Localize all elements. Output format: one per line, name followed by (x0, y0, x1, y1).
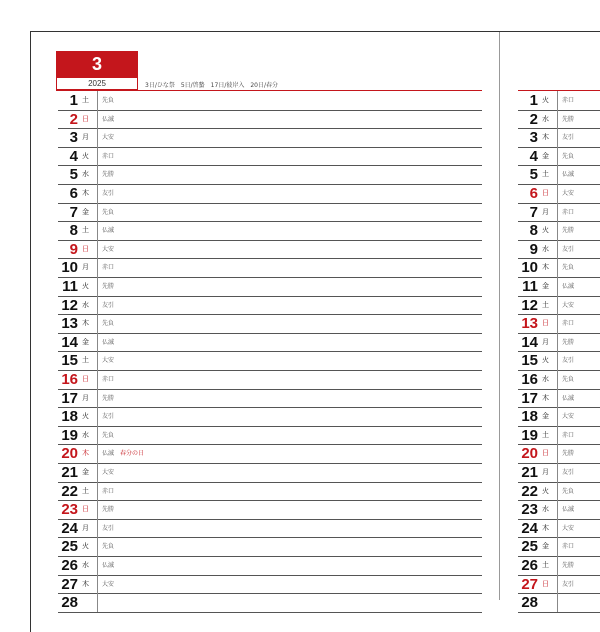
day-number: 10 (61, 259, 78, 277)
day-number: 5 (69, 166, 78, 184)
column-divider (97, 389, 98, 408)
rokuyo-label: 先負 (102, 208, 115, 216)
day-number: 23 (521, 501, 538, 519)
day-row (518, 444, 600, 464)
day-row (58, 407, 482, 427)
weekday-label: 火 (82, 151, 89, 160)
day-number: 26 (61, 557, 78, 574)
column-divider (97, 296, 98, 315)
weekday-label: 月 (82, 133, 89, 142)
holiday-label: 春分の日 (120, 450, 145, 458)
day-number: 20 (61, 445, 78, 463)
rokuyo-label: 仏滅 (562, 171, 575, 179)
day-row (58, 500, 482, 520)
weekday-label: 金 (542, 412, 549, 421)
rokuyo-label: 赤口 (102, 264, 115, 272)
column-divider (557, 147, 558, 166)
day-row (58, 221, 482, 241)
column-divider (557, 333, 558, 352)
column-divider (557, 463, 558, 482)
rokuyo-label: 仏滅 (102, 227, 115, 235)
day-row (518, 593, 600, 613)
day-row (518, 500, 600, 520)
weekday-label: 水 (82, 561, 89, 569)
day-number: 27 (521, 575, 538, 593)
day-number: 17 (521, 389, 538, 407)
weekday-label: 日 (542, 579, 549, 588)
weekday-label: 土 (82, 226, 89, 235)
rokuyo-label: 赤口 (102, 376, 115, 383)
day-row (58, 556, 482, 576)
day-number: 15 (521, 352, 538, 370)
column-divider (97, 519, 98, 538)
day-number: 13 (521, 315, 538, 333)
column-divider (557, 556, 558, 575)
day-row (518, 519, 600, 539)
weekday-label: 土 (542, 561, 549, 569)
rokuyo-label: 赤口 (562, 543, 575, 551)
column-divider (97, 258, 98, 277)
rokuyo-label: 先負 (102, 320, 115, 328)
column-divider (97, 240, 98, 259)
day-row (518, 128, 600, 148)
day-number: 15 (61, 352, 78, 370)
weekday-label: 金 (542, 282, 549, 290)
rokuyo-label: 先勝 (102, 394, 115, 402)
weekday-label: 日 (82, 375, 89, 383)
day-number: 22 (521, 482, 538, 500)
weekday-label: 水 (542, 375, 549, 383)
day-number: 28 (521, 594, 538, 612)
rokuyo-label: 仏滅 (102, 562, 115, 569)
rokuyo-label: 先勝 (102, 506, 115, 514)
rokuyo-label: 友引 (102, 301, 115, 309)
day-row (58, 537, 482, 557)
column-divider (97, 407, 98, 426)
day-row (518, 258, 600, 278)
weekday-label: 土 (542, 170, 549, 179)
day-row (518, 221, 600, 241)
day-row (518, 110, 600, 130)
day-row (58, 389, 482, 409)
column-divider (557, 184, 558, 203)
rokuyo-label: 大安 (562, 413, 575, 421)
weekday-label: 土 (82, 96, 89, 104)
day-row (58, 370, 482, 390)
day-number: 7 (69, 203, 78, 221)
day-row (518, 537, 600, 557)
day-number: 7 (529, 203, 538, 221)
day-number: 18 (521, 408, 538, 426)
weekday-label: 金 (542, 542, 549, 551)
day-number: 11 (62, 278, 78, 295)
column-divider (97, 128, 98, 147)
day-number: 5 (529, 166, 538, 184)
weekday-label: 火 (542, 96, 549, 104)
rokuyo-label: 赤口 (102, 152, 115, 160)
page-gutter (499, 32, 500, 600)
rokuyo-label: 友引 (562, 357, 575, 365)
rokuyo-label: 赤口 (102, 487, 115, 495)
rokuyo-label: 大安 (102, 245, 115, 253)
rokuyo-label: 友引 (562, 245, 575, 253)
weekday-label: 月 (82, 523, 89, 532)
day-row (58, 593, 482, 613)
column-divider (97, 91, 98, 110)
rokuyo-label: 先勝 (562, 562, 575, 569)
column-divider (557, 500, 558, 519)
day-number: 22 (61, 482, 78, 500)
column-divider (557, 351, 558, 370)
column-divider (557, 110, 558, 129)
column-divider (97, 351, 98, 370)
column-divider (557, 258, 558, 277)
column-divider (557, 203, 558, 222)
day-row (58, 314, 482, 334)
rokuyo-label: 赤口 (562, 320, 575, 328)
day-row (58, 110, 482, 130)
weekday-label: 水 (82, 430, 89, 439)
column-divider (557, 91, 558, 110)
day-number: 12 (61, 296, 78, 314)
day-number: 25 (521, 538, 538, 556)
weekday-label: 木 (82, 449, 89, 458)
day-number: 20 (521, 445, 538, 463)
column-divider (97, 575, 98, 594)
rokuyo-label: 先負 (562, 264, 575, 272)
day-number: 6 (69, 185, 78, 202)
rokuyo-label: 友引 (102, 413, 115, 421)
rokuyo-label: 仏滅 (562, 283, 575, 290)
day-row (518, 165, 600, 185)
rokuyo-label: 先負 (562, 487, 575, 495)
column-divider (557, 370, 558, 389)
day-row (58, 258, 482, 278)
weekday-label: 水 (542, 114, 549, 123)
day-number: 26 (521, 557, 538, 574)
day-number: 27 (61, 575, 78, 593)
rokuyo-label: 先勝 (102, 283, 115, 290)
day-row (58, 463, 482, 483)
day-row (518, 147, 600, 167)
day-row (518, 184, 600, 204)
column-divider (97, 593, 98, 612)
day-row (58, 184, 482, 204)
day-number: 6 (529, 185, 538, 202)
column-divider (557, 296, 558, 315)
day-number: 3 (69, 129, 78, 147)
day-row (518, 463, 600, 483)
weekday-label: 土 (82, 356, 89, 365)
day-row (518, 389, 600, 409)
weekday-label: 木 (542, 263, 549, 272)
column-divider (97, 221, 98, 240)
rokuyo-label: 赤口 (562, 208, 575, 216)
rokuyo-label: 大安 (562, 301, 575, 309)
column-divider (97, 500, 98, 519)
day-number: 16 (521, 371, 538, 388)
weekday-label: 月 (542, 468, 549, 476)
column-divider (557, 277, 558, 296)
weekday-label: 日 (542, 319, 549, 328)
column-divider (97, 463, 98, 482)
column-divider (97, 333, 98, 352)
rokuyo-label: 大安 (102, 357, 115, 365)
day-row (518, 370, 600, 390)
day-row (58, 91, 482, 111)
weekday-label: 火 (542, 486, 549, 495)
day-number: 16 (61, 371, 78, 388)
rokuyo-label: 先勝 (562, 115, 575, 123)
day-row (58, 165, 482, 185)
column-divider (97, 444, 98, 463)
weekday-label: 火 (82, 412, 89, 421)
day-number: 14 (61, 333, 78, 351)
weekday-label: 日 (542, 449, 549, 458)
month-events: 3日/ひな祭 5日/啓蟄 17日/彼岸入 20日/春分 (145, 82, 278, 89)
column-divider (97, 147, 98, 166)
rokuyo-label: 先負 (102, 543, 115, 551)
column-divider (557, 482, 558, 501)
column-divider (97, 165, 98, 184)
weekday-label: 土 (542, 430, 549, 439)
day-number: 1 (69, 92, 78, 109)
weekday-label: 土 (542, 300, 549, 309)
rokuyo-label: 先勝 (562, 338, 575, 346)
weekday-label: 火 (542, 356, 549, 365)
day-row (518, 203, 600, 223)
column-divider (557, 221, 558, 240)
weekday-label: 木 (542, 133, 549, 142)
weekday-label: 金 (82, 468, 89, 476)
rokuyo-label: 友引 (562, 134, 575, 142)
rokuyo-label: 先負 (562, 152, 575, 160)
rokuyo-label: 先勝 (562, 450, 575, 458)
weekday-label: 水 (542, 244, 549, 253)
day-number: 2 (69, 110, 78, 128)
day-number: 19 (521, 426, 538, 444)
column-divider (97, 426, 98, 445)
column-divider (97, 277, 98, 296)
day-number: 8 (69, 222, 78, 240)
day-row (58, 482, 482, 502)
rokuyo-label: 友引 (562, 580, 575, 588)
weekday-label: 月 (542, 207, 549, 216)
column-divider (557, 575, 558, 594)
month-label: 3 (56, 51, 138, 78)
day-number: 24 (521, 519, 538, 537)
column-divider (97, 184, 98, 203)
day-row (518, 351, 600, 371)
day-row (518, 556, 600, 576)
day-number: 25 (61, 538, 78, 556)
rokuyo-label: 大安 (102, 134, 115, 142)
rokuyo-label: 仏滅 (562, 506, 575, 514)
column-divider (557, 314, 558, 333)
column-divider (557, 426, 558, 445)
day-row (518, 407, 600, 427)
column-divider (557, 444, 558, 463)
day-row (518, 91, 600, 111)
weekday-label: 金 (82, 207, 89, 216)
year-label: 2025 (56, 78, 138, 90)
column-divider (557, 165, 558, 184)
weekday-label: 木 (542, 523, 549, 532)
column-divider (557, 128, 558, 147)
day-number: 1 (529, 92, 538, 109)
column-divider (97, 556, 98, 575)
day-row (58, 426, 482, 446)
weekday-label: 水 (82, 170, 89, 179)
column-divider (557, 407, 558, 426)
weekday-label: 木 (82, 189, 89, 197)
rokuyo-label: 大安 (102, 469, 115, 476)
rokuyo-label: 仏滅 春分の日 (102, 450, 145, 458)
rokuyo-label: 先勝 (102, 171, 115, 179)
day-number: 8 (529, 222, 538, 240)
day-row (58, 519, 482, 539)
day-number: 2 (529, 110, 538, 128)
day-row (518, 575, 600, 595)
weekday-label: 月 (542, 337, 549, 346)
weekday-label: 水 (542, 505, 549, 514)
day-row (58, 444, 482, 464)
day-number: 4 (69, 147, 78, 165)
day-row (58, 240, 482, 260)
day-row (58, 147, 482, 167)
day-number: 21 (521, 464, 538, 481)
weekday-label: 火 (82, 282, 89, 290)
rokuyo-label: 先負 (562, 376, 575, 383)
day-row (518, 426, 600, 446)
day-number: 11 (522, 278, 538, 295)
weekday-label: 月 (82, 263, 89, 272)
weekday-label: 日 (542, 189, 549, 197)
rokuyo-label: 仏滅 (102, 338, 115, 346)
rokuyo-label: 大安 (102, 580, 115, 588)
day-row (58, 351, 482, 371)
column-divider (557, 389, 558, 408)
column-divider (97, 482, 98, 501)
day-number: 28 (61, 594, 78, 612)
weekday-label: 火 (542, 226, 549, 235)
weekday-label: 土 (82, 486, 89, 495)
weekday-label: 木 (82, 579, 89, 588)
day-row (518, 277, 600, 297)
day-number: 17 (61, 389, 78, 407)
rokuyo-label: 赤口 (562, 97, 575, 104)
day-number: 21 (61, 464, 78, 481)
day-number: 18 (61, 408, 78, 426)
day-row (518, 314, 600, 334)
column-divider (97, 537, 98, 556)
day-row (58, 575, 482, 595)
day-number: 4 (529, 147, 538, 165)
weekday-label: 金 (82, 337, 89, 346)
rokuyo-label: 大安 (562, 524, 575, 532)
rokuyo-label: 赤口 (562, 431, 575, 439)
day-number: 19 (61, 426, 78, 444)
rokuyo-label: 友引 (102, 190, 115, 197)
day-number: 24 (61, 519, 78, 537)
day-number: 13 (61, 315, 78, 333)
rokuyo-label: 仏滅 (102, 115, 115, 123)
day-row (518, 482, 600, 502)
column-divider (97, 370, 98, 389)
rokuyo-label: 仏滅 (562, 394, 575, 402)
day-number: 3 (529, 129, 538, 147)
column-divider (557, 240, 558, 259)
weekday-label: 水 (82, 300, 89, 309)
rokuyo-label: 友引 (562, 469, 575, 476)
column-divider (557, 519, 558, 538)
rokuyo-label: 先負 (102, 431, 115, 439)
day-number: 9 (69, 240, 78, 258)
rokuyo-label: 先負 (102, 97, 115, 104)
day-row (58, 128, 482, 148)
weekday-label: 日 (82, 244, 89, 253)
column-divider (557, 593, 558, 612)
rokuyo-label: 友引 (102, 524, 115, 532)
weekday-label: 月 (82, 393, 89, 402)
column-divider (557, 537, 558, 556)
rokuyo-label: 先勝 (562, 227, 575, 235)
weekday-label: 金 (542, 151, 549, 160)
day-row (518, 240, 600, 260)
day-number: 23 (61, 501, 78, 519)
column-divider (97, 110, 98, 129)
day-row (58, 277, 482, 297)
column-divider (97, 203, 98, 222)
column-divider (97, 314, 98, 333)
day-number: 14 (521, 333, 538, 351)
day-row (58, 333, 482, 353)
weekday-label: 木 (542, 393, 549, 402)
weekday-label: 日 (82, 114, 89, 123)
day-number: 9 (529, 240, 538, 258)
weekday-label: 木 (82, 319, 89, 328)
day-row (58, 203, 482, 223)
rokuyo-label: 大安 (562, 190, 575, 197)
day-row (518, 333, 600, 353)
day-number: 12 (521, 296, 538, 314)
weekday-label: 日 (82, 505, 89, 514)
day-row (518, 296, 600, 316)
day-row (58, 296, 482, 316)
weekday-label: 火 (82, 542, 89, 551)
day-number: 10 (521, 259, 538, 277)
